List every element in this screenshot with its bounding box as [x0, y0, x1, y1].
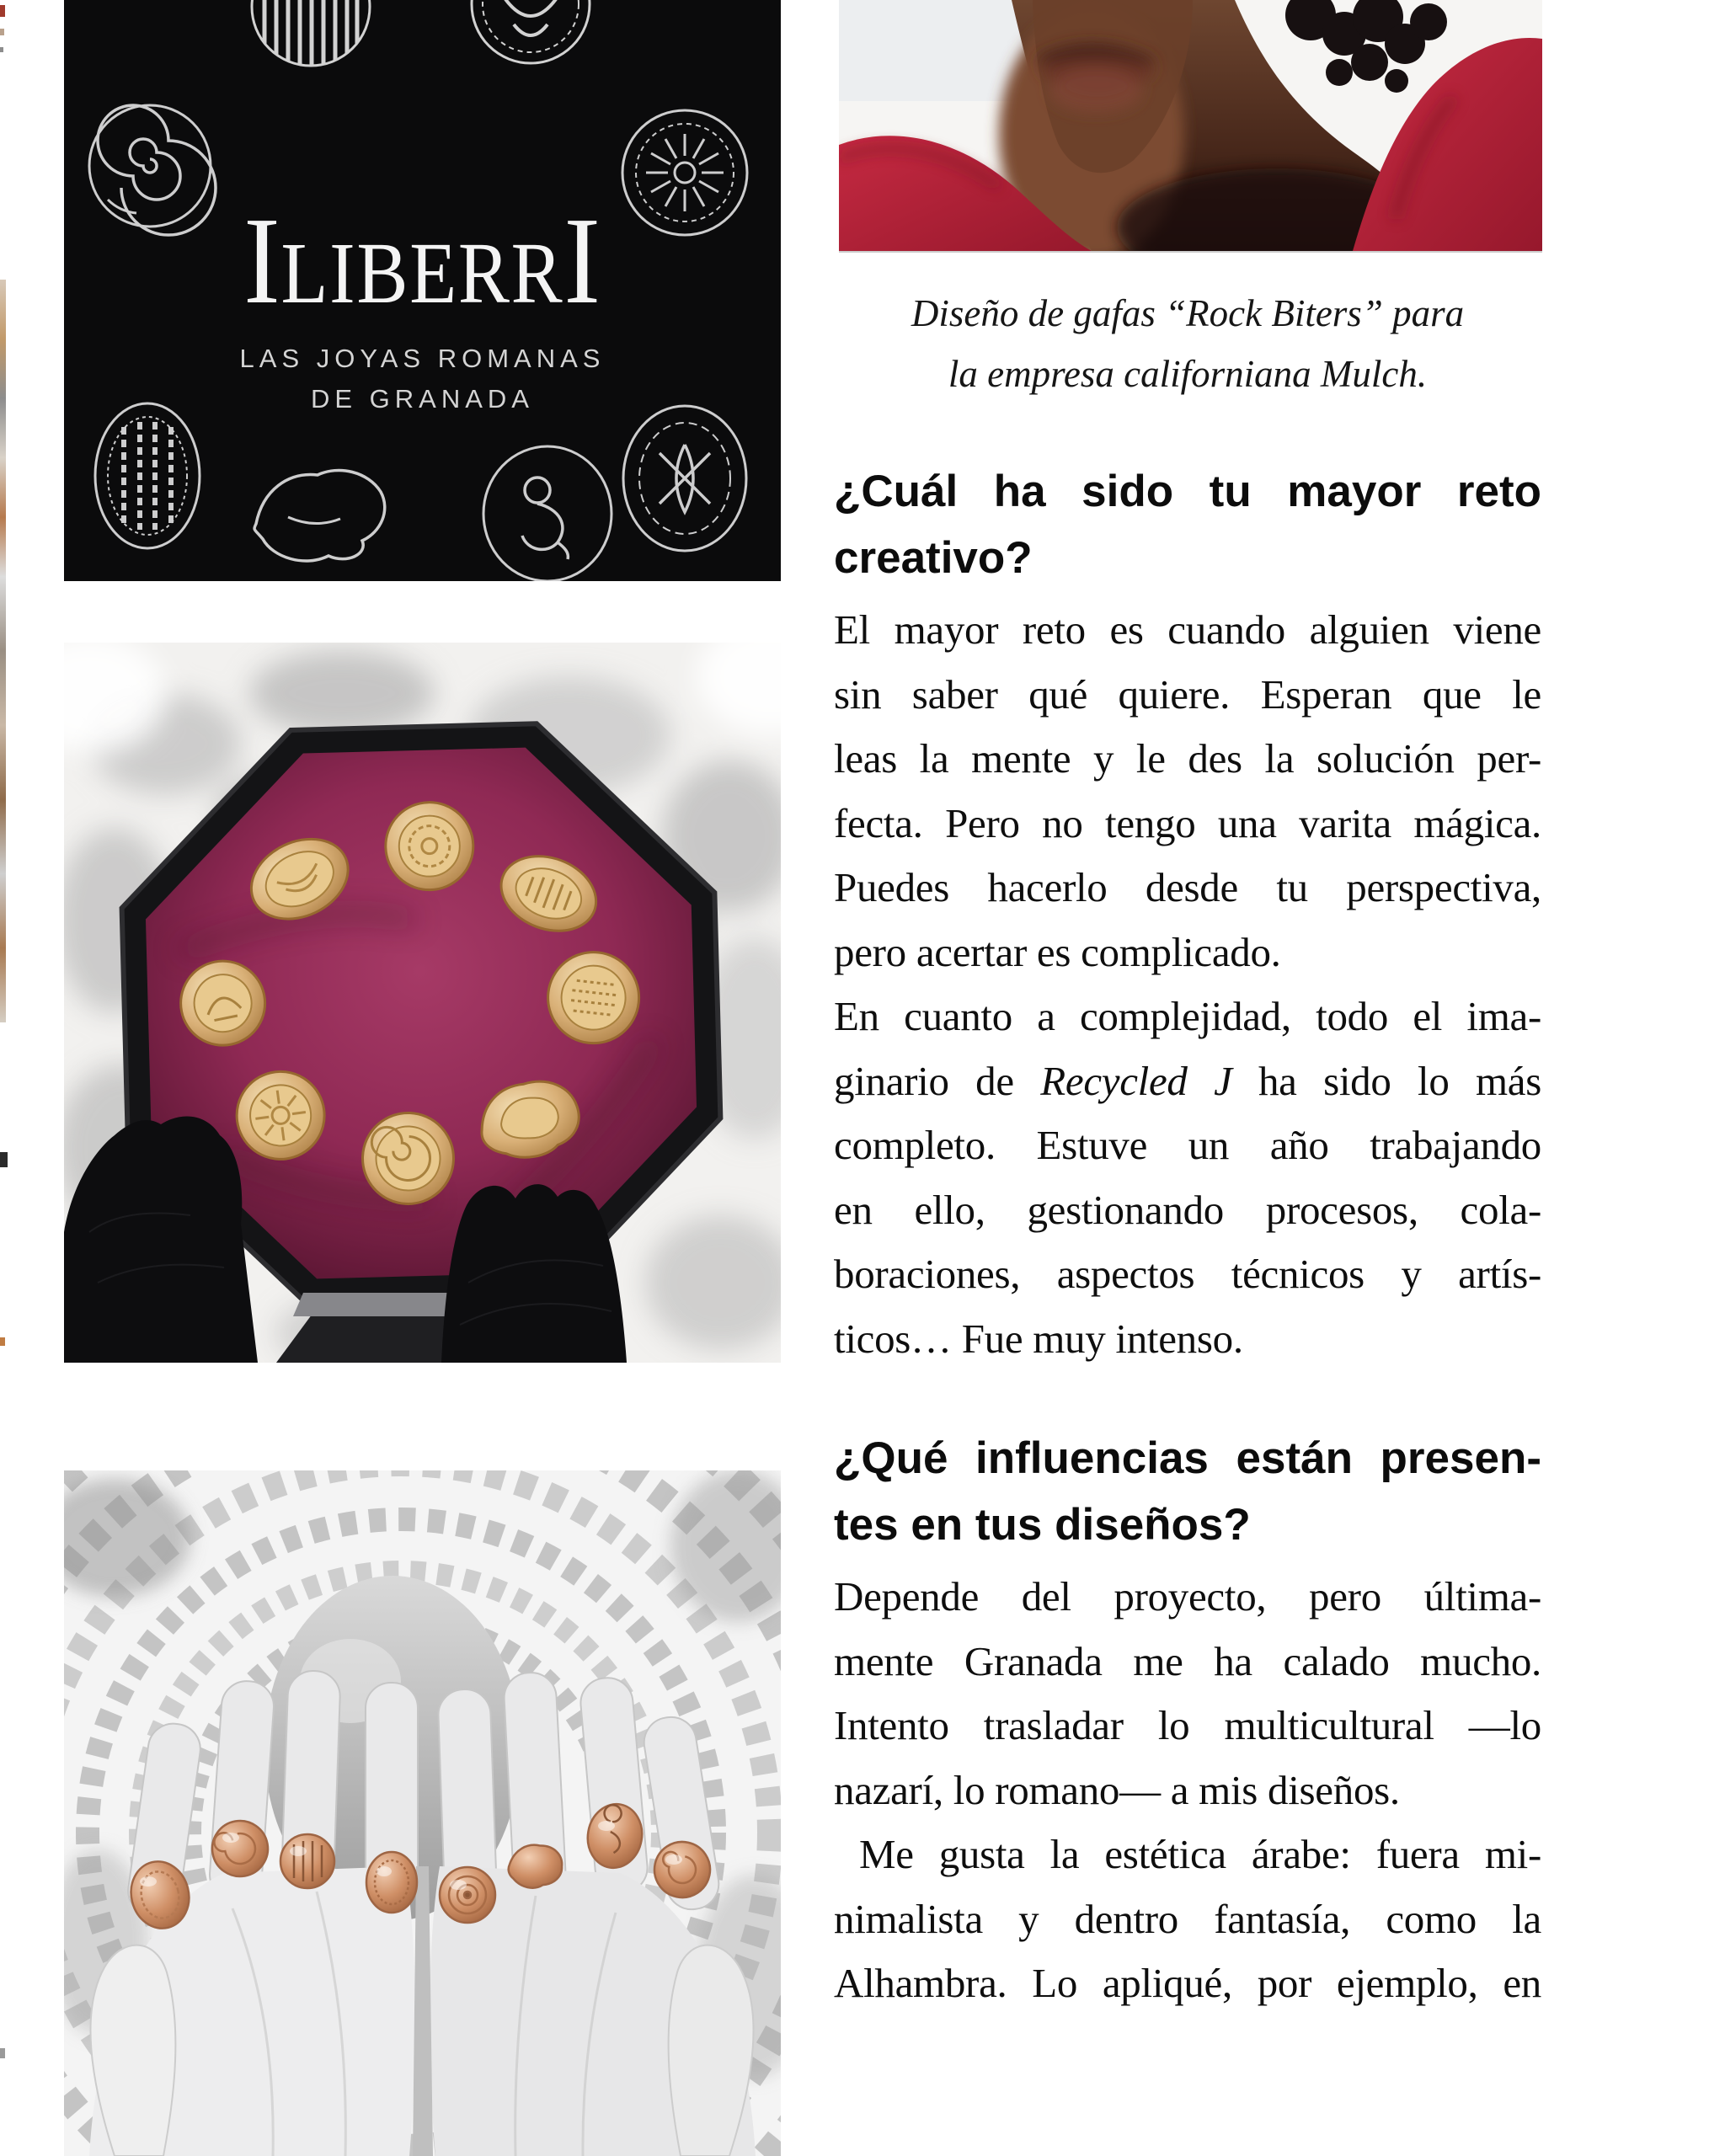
text-run: En cuanto a complejidad, todo el ima-: [834, 993, 1541, 1039]
photo-caption: [834, 283, 1541, 404]
interview-section: [834, 458, 1541, 1371]
interview-col: [834, 458, 1541, 2016]
text-run: Me gusta la estética árabe: fuera mi-: [834, 1831, 1541, 1877]
answer-line: [834, 1113, 1541, 1178]
text-run: mente Granada me ha calado mucho.: [834, 1637, 1541, 1684]
hands-rings-photo: [64, 1470, 781, 2156]
poster-title-letters: I: [563, 192, 601, 330]
page-edge-strip: [0, 280, 6, 1022]
text-run: El mayor reto es cuando alguien viene: [834, 606, 1541, 653]
article-column: [834, 0, 1541, 2016]
answer-body: [834, 598, 1541, 1371]
text-run: ginario de: [834, 1057, 1041, 1104]
answer-line: [834, 1694, 1541, 1758]
portrait-photo: [839, 0, 1542, 253]
question-line: ¿Cuál ha sido tu mayor reto: [834, 467, 1541, 516]
answer-line: [834, 1565, 1541, 1630]
answer-line: [834, 1887, 1541, 1952]
poster-title: [107, 192, 738, 330]
edge-fleck: [0, 1152, 8, 1167]
poster-title-letters: I: [243, 192, 281, 330]
edge-fleck: [0, 47, 3, 52]
answer-line: [834, 1307, 1541, 1372]
text-run: nazarí, lo romano— a mis diseños.: [834, 1766, 1400, 1813]
question-line: ¿Qué influencias están presen-: [834, 1433, 1541, 1483]
answer-line: [834, 1758, 1541, 1823]
text-run: boraciones, aspectos técnicos y artís-: [834, 1251, 1541, 1297]
question-heading: [834, 458, 1541, 591]
text-run: fecta. Pero no tengo una varita mágica.: [834, 799, 1541, 846]
answer-line: [834, 598, 1541, 663]
text-run: nimalista y dentro fantasía, como la: [834, 1895, 1541, 1942]
caption-line2: la empresa californiana Mulch.: [948, 353, 1428, 395]
question-line: tes en tus diseños?: [834, 1500, 1251, 1550]
text-run: Alhambra. Lo apliqué, por ejemplo, en: [834, 1960, 1541, 2006]
answer-body: [834, 1565, 1541, 2016]
edge-fleck: [0, 29, 4, 35]
italic-phrase: Recycled J: [1040, 1057, 1232, 1104]
answer-line: [834, 1178, 1541, 1243]
text-run: Intento trasladar lo multicultural —lo: [834, 1702, 1541, 1748]
poster-subtitle-line2: DE GRANADA: [311, 384, 534, 414]
poster-subtitle-line1: LAS JOYAS ROMANAS: [239, 344, 606, 373]
text-run: ha sido lo más: [1231, 1057, 1541, 1104]
answer-line: [834, 663, 1541, 728]
answer-line: [834, 1049, 1541, 1114]
poster-title-letters: LIBERR: [280, 225, 564, 322]
answer-line: [834, 921, 1541, 985]
text-run: pero acertar es complicado.: [834, 928, 1281, 975]
edge-fleck: [0, 2048, 5, 2058]
answer-line: [834, 792, 1541, 857]
answer-line: [834, 1822, 1541, 1887]
answer-line: [834, 727, 1541, 792]
edge-fleck: [0, 1337, 5, 1346]
question-heading: [834, 1425, 1541, 1558]
text-run: completo. Estuve un año trabajando: [834, 1122, 1541, 1168]
text-run: sin saber qué quiere. Esperan que le: [834, 670, 1541, 718]
iliberri-poster-image: [64, 0, 781, 581]
text-run: leas la mente y le des la solución per-: [834, 735, 1541, 782]
answer-line: [834, 1951, 1541, 2016]
edge-fleck: [0, 5, 5, 17]
caption-line1: Diseño de gafas “Rock Biters” para: [911, 292, 1465, 334]
answer-line: [834, 1242, 1541, 1307]
answer-line: [834, 856, 1541, 921]
text-run: Puedes hacerlo desde tu perspectiva,: [834, 864, 1541, 910]
ring-box-photo: [64, 643, 781, 1363]
text-run: ticos… Fue muy intenso.: [834, 1315, 1243, 1362]
question-line: creativo?: [834, 533, 1033, 583]
answer-line: [834, 985, 1541, 1049]
interview-section: [834, 1425, 1541, 2016]
text-run: en ello, gestionando procesos, cola-: [834, 1186, 1541, 1233]
answer-line: [834, 1630, 1541, 1694]
text-run: Depende del proyecto, pero última-: [834, 1573, 1541, 1620]
